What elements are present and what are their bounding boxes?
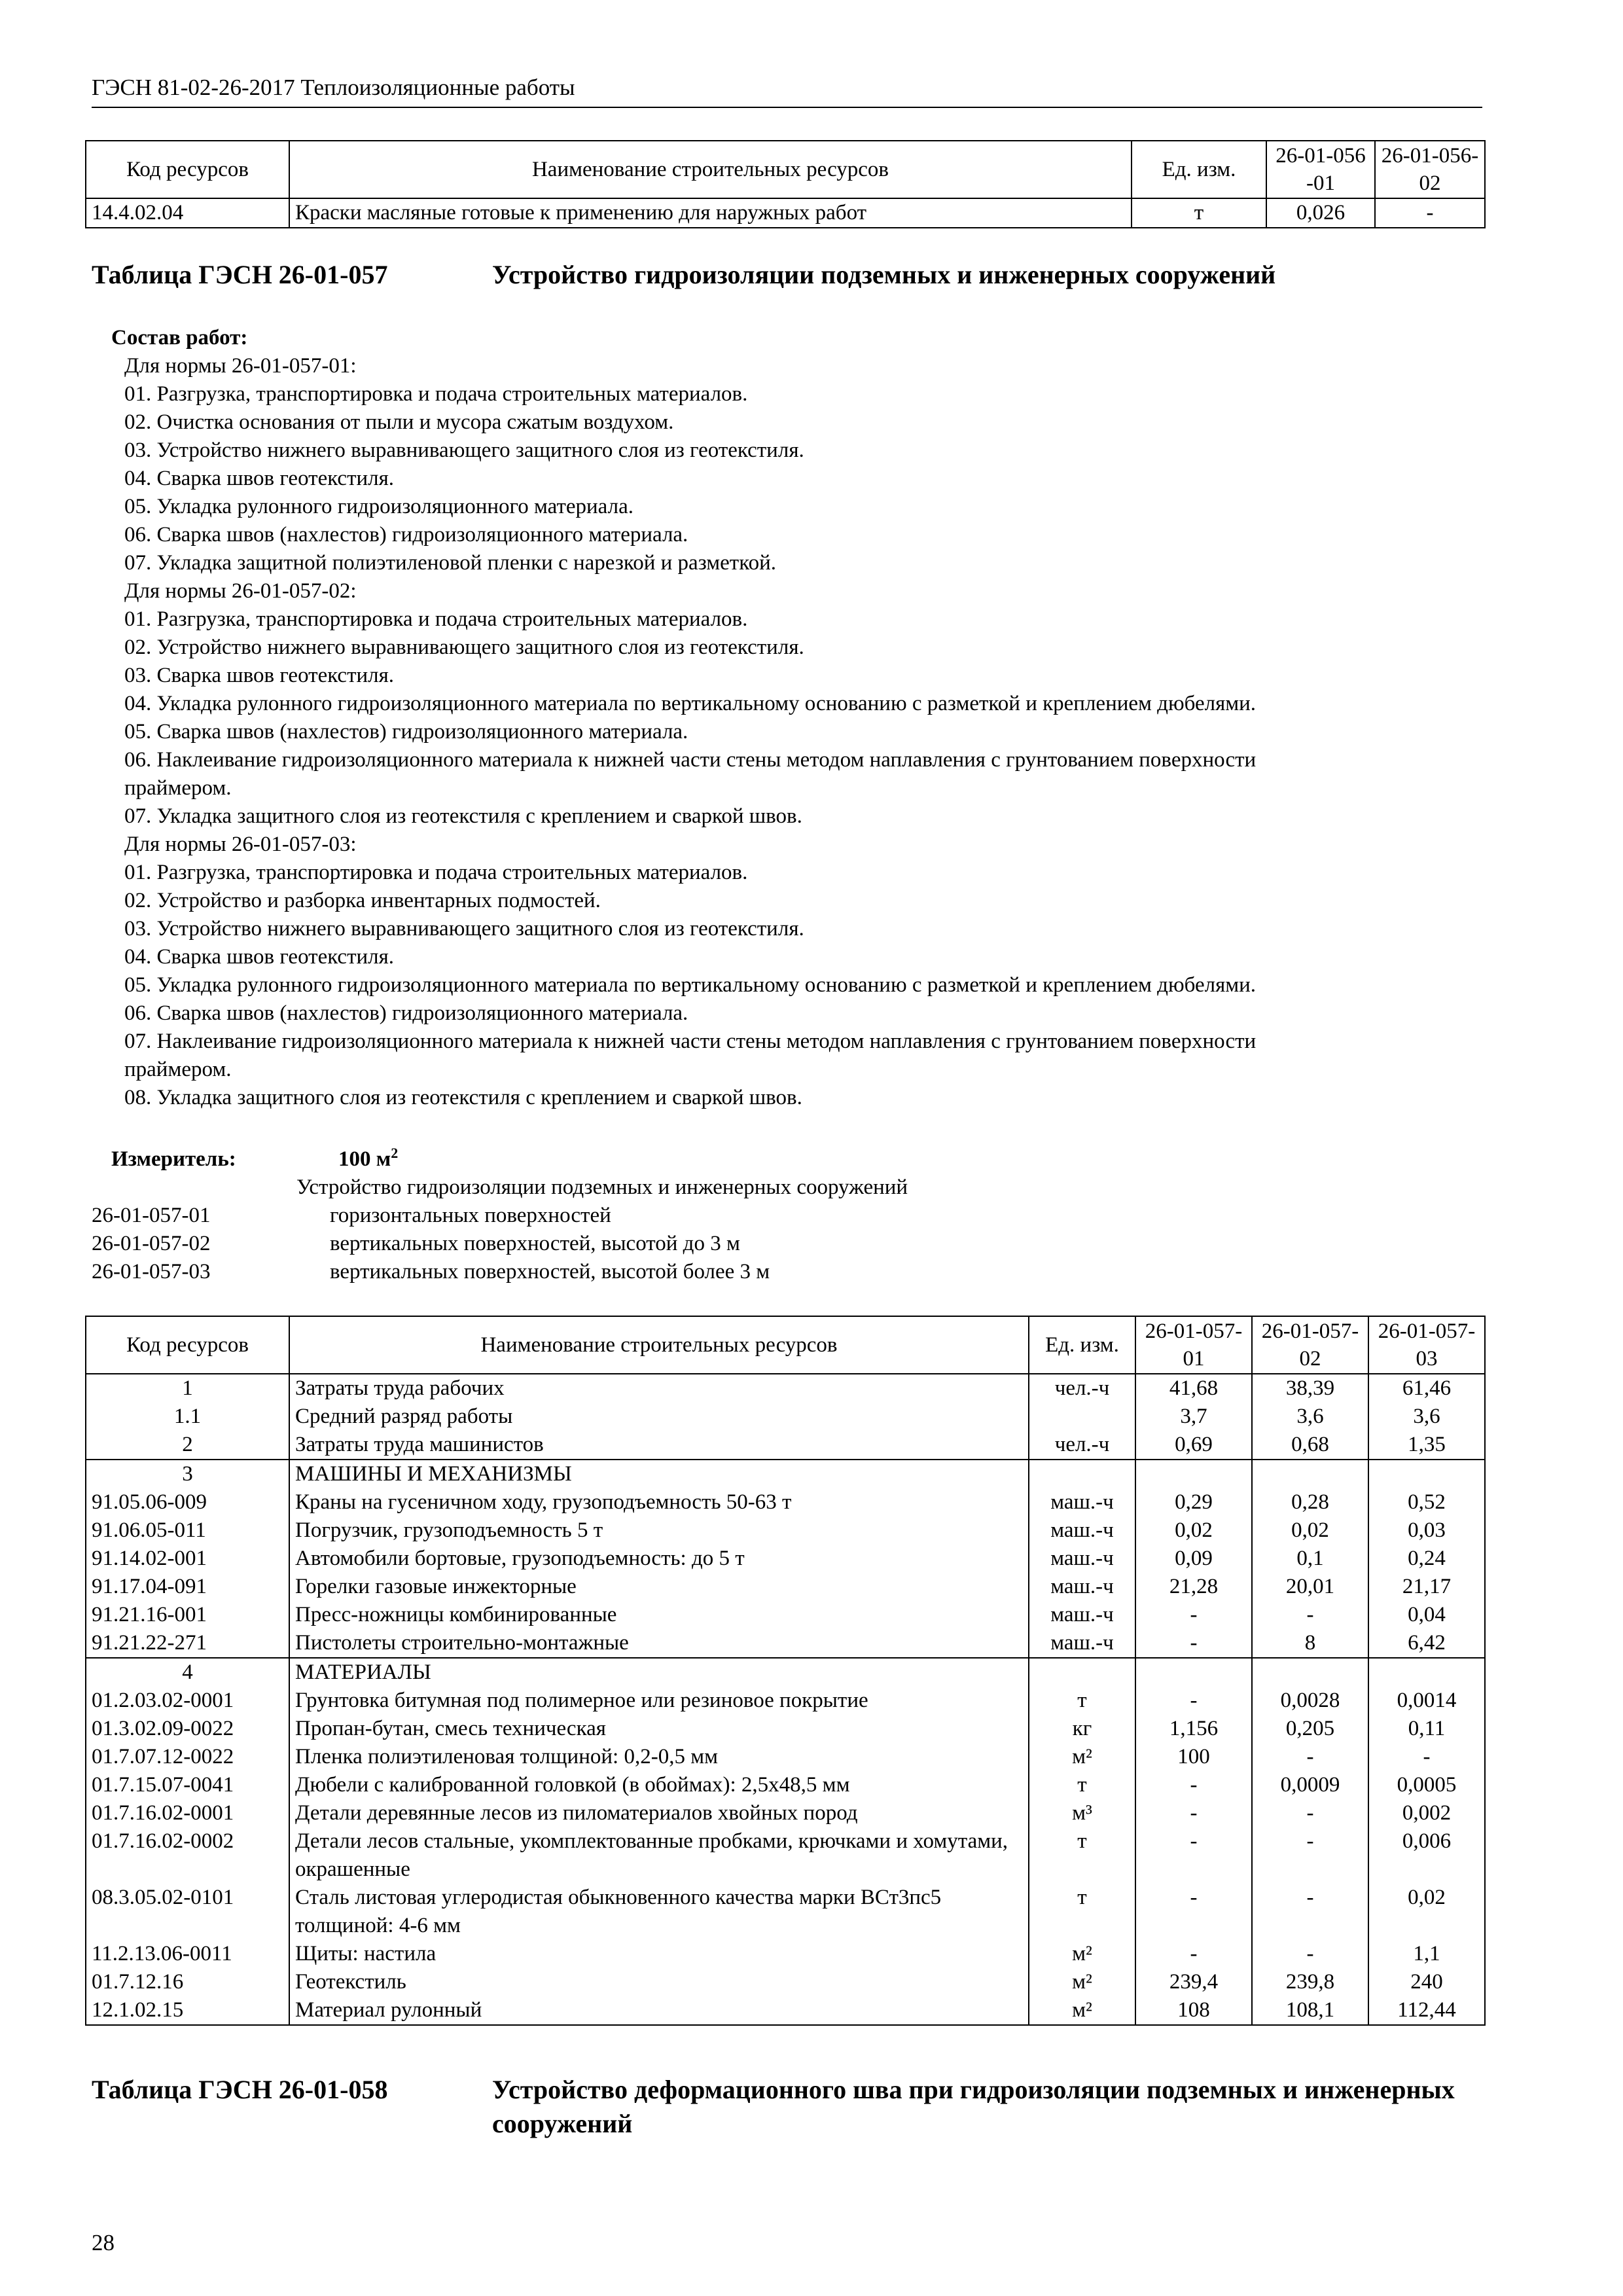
composition-line: 08. Укладка защитного слоя из геотекстиля с креплением и сваркой швов. [124,1086,802,1109]
table-row [86,1488,1485,1516]
cell-value: 0,29 [1135,1488,1252,1516]
table-row [86,1658,1485,1687]
cell-value: 0,0014 [1368,1687,1485,1715]
composition-line: 01. Разгрузка, транспортировка и подача строительных материалов. [124,861,748,884]
cell-unit: чел.-ч [1029,1431,1135,1460]
cell-code: 1 [86,1374,289,1403]
cell-value: 0,1 [1252,1545,1368,1573]
composition-line: 06. Наклеивание гидроизоляционного материала к нижней части стены методом наплавления с грунтованием поверхности [124,748,1257,772]
running-header: ГЭСН 81-02-26-2017 Теплоизоляционные работы [92,75,575,100]
header-name: Наименование строительных ресурсов [289,141,1132,198]
cell-unit: м² [1029,1996,1135,2025]
cell-unit: т [1132,198,1266,228]
cell-value: 8 [1252,1629,1368,1658]
composition-line: 07. Укладка защитного слоя из геотекстиля с креплением и сваркой швов. [124,804,802,828]
header-norm-2: 26-01-056-02 [1375,141,1485,198]
header-code: Код ресурсов [86,141,289,198]
meter-code: 26-01-057-01 [92,1204,211,1227]
cell-name: Сталь листовая углеродистая обыкновенного качества марки ВСт3пс5 толщиной: 4-6 мм [289,1884,1029,1940]
cell-name: Детали лесов стальные, укомплектованные пробками, крючками и хомутами, окрашенные [289,1827,1029,1884]
composition-line: 03. Устройство нижнего выравнивающего защитного слоя из геотекстиля. [124,439,804,462]
cell-unit: м³ [1029,1799,1135,1827]
page-number: 28 [92,2230,115,2255]
cell-value: - [1135,1601,1252,1629]
composition-line: Для нормы 26-01-057-01: [124,354,357,378]
cell-value: 0,24 [1368,1545,1485,1573]
cell-name: Краны на гусеничном ходу, грузоподъемность 50-63 т [289,1488,1029,1516]
cell-value [1252,1460,1368,1488]
cell-code: 91.06.05-011 [86,1516,289,1545]
meter-code: 26-01-057-03 [92,1260,211,1283]
table-row [86,1827,1485,1884]
composition-lines [111,352,1479,1112]
composition-line: 07. Укладка защитной полиэтиленовой пленки с нарезкой и разметкой. [124,551,776,575]
cell-unit: м² [1029,1743,1135,1771]
meter-block [92,1145,1466,1286]
meter-text: вертикальных поверхностей, высотой более 3 м [330,1260,770,1283]
table-row [86,1687,1485,1715]
cell-value: 0,69 [1135,1431,1252,1460]
cell-value: 6,42 [1368,1629,1485,1658]
composition-line: 07. Наклеивание гидроизоляционного материала к нижней части стены методом наплавления с грунтованием поверхности [124,1030,1257,1053]
cell-name: Материал рулонный [289,1996,1029,2025]
composition-line: 03. Сварка швов геотекстиля. [124,664,395,687]
table-row [86,1743,1485,1771]
composition-line: праймером. [124,776,232,800]
cell-unit: т [1029,1771,1135,1799]
cell-value: 108,1 [1252,1996,1368,2025]
cell-unit: маш.-ч [1029,1573,1135,1601]
cell-name: Дюбели с калиброванной головкой (в обоймах): 2,5х48,5 мм [289,1771,1029,1799]
cell-unit: кг [1029,1715,1135,1743]
cell-code: 01.7.16.02-0002 [86,1827,289,1884]
cell-value: 3,7 [1135,1403,1252,1431]
cell-value: 0,11 [1368,1715,1485,1743]
cell-value: 0,03 [1368,1516,1485,1545]
cell-value: - [1135,1940,1252,1968]
cell-value: - [1135,1827,1252,1884]
composition-line: Для нормы 26-01-057-02: [124,579,357,603]
cell-value [1368,1658,1485,1687]
cell-value: - [1252,1601,1368,1629]
cell-name: Средний разряд работы [289,1403,1029,1431]
cell-name: Горелки газовые инжекторные [289,1573,1029,1601]
cell-code: 91.21.16-001 [86,1601,289,1629]
cell-name: Затраты труда машинистов [289,1431,1029,1460]
cell-code: 01.7.16.02-0001 [86,1799,289,1827]
cell-value: 0,205 [1252,1715,1368,1743]
cell-value: - [1135,1771,1252,1799]
composition-title: Состав работ: [111,326,248,350]
cell-value: - [1135,1884,1252,1940]
cell-code: 91.14.02-001 [86,1545,289,1573]
cell-name: МАТЕРИАЛЫ [289,1658,1029,1687]
meter-value: 100 $м^2$ [338,1145,399,1171]
header-norm-1: 26-01-057-01 [1135,1316,1252,1374]
meter-text: вертикальных поверхностей, высотой до 3 м [330,1232,740,1255]
header-rule [92,107,1482,108]
cell-value: 1,156 [1135,1715,1252,1743]
cell-value: 0,02 [1135,1516,1252,1545]
header-unit: Ед. изм. [1132,141,1266,198]
cell-value: - [1252,1827,1368,1884]
cell-unit: маш.-ч [1029,1488,1135,1516]
cell-code: 01.7.07.12-0022 [86,1743,289,1771]
cell-value: - [1135,1629,1252,1658]
cell-code: 4 [86,1658,289,1687]
composition-line: 06. Сварка швов (нахлестов) гидроизоляционного материала. [124,523,688,547]
table-row [86,1545,1485,1573]
composition-line: 04. Укладка рулонного гидроизоляционного материала по вертикальному основанию с разметкой и креплением дюбелями. [124,692,1257,715]
header-norm-2: 26-01-057-02 [1252,1316,1368,1374]
cell-code: 2 [86,1431,289,1460]
cell-value: 0,02 [1252,1516,1368,1545]
cell-value: 41,68 [1135,1374,1252,1403]
cell-name: Краски масляные готовые к применению для наружных работ [289,198,1132,228]
cell-name: Затраты труда рабочих [289,1374,1029,1403]
cell-unit: м² [1029,1968,1135,1996]
composition-line: 02. Очистка основания от пыли и мусора сжатым воздухом. [124,410,674,434]
cell-value: 3,6 [1252,1403,1368,1431]
cell-name: Щиты: настила [289,1940,1029,1968]
composition-line: 02. Устройство нижнего выравнивающего защитного слоя из геотекстиля. [124,636,804,659]
header-norm-1: 26-01-056-01 [1266,141,1375,198]
cell-unit: т [1029,1827,1135,1884]
cell-name: Грунтовка битумная под полимерное или резиновое покрытие [289,1687,1029,1715]
cell-name: Погрузчик, грузоподъемность 5 т [289,1516,1029,1545]
cell-value: 0,0028 [1252,1687,1368,1715]
cell-value: 0,04 [1368,1601,1485,1629]
table-row [86,198,1485,228]
cell-value: 21,28 [1135,1573,1252,1601]
table-057-name: Устройство гидроизоляции подземных и инженерных сооружений [492,260,1276,289]
meter-label: Измеритель: [111,1147,236,1171]
composition-line: 05. Сварка швов (нахлестов) гидроизоляционного материала. [124,720,688,744]
cell-value: 0,02 [1368,1884,1485,1940]
table-row [86,1799,1485,1827]
cell-value: - [1252,1940,1368,1968]
cell-unit [1029,1403,1135,1431]
cell-value: 0,0009 [1252,1771,1368,1799]
cell-value: 0,026 [1266,198,1375,228]
composition-line: 03. Устройство нижнего выравнивающего защитного слоя из геотекстиля. [124,917,804,941]
cell-value: 38,39 [1252,1374,1368,1403]
cell-name: Пленка полиэтиленовая толщиной: 0,2-0,5 мм [289,1743,1029,1771]
cell-unit: м² [1029,1940,1135,1968]
cell-value: 61,46 [1368,1374,1485,1403]
cell-unit [1029,1658,1135,1687]
cell-value: 112,44 [1368,1996,1485,2025]
cell-code: 01.2.03.02-0001 [86,1687,289,1715]
cell-value: 0,68 [1252,1431,1368,1460]
cell-name: Пресс-ножницы комбинированные [289,1601,1029,1629]
cell-value: 239,8 [1252,1968,1368,1996]
composition-line: праймером. [124,1058,232,1081]
cell-value: 0,006 [1368,1827,1485,1884]
cell-value [1252,1658,1368,1687]
cell-code: 01.7.12.16 [86,1968,289,1996]
cell-value [1135,1658,1252,1687]
composition-line: Для нормы 26-01-057-03: [124,833,357,856]
cell-unit [1029,1460,1135,1488]
table-row [86,1940,1485,1968]
meter-item [92,1230,1466,1258]
meter-item [92,1258,1466,1286]
cell-value: 0,002 [1368,1799,1485,1827]
cell-unit: т [1029,1687,1135,1715]
table-row [86,1996,1485,2025]
cell-value: 0,0005 [1368,1771,1485,1799]
table-row [86,1460,1485,1488]
header-unit: Ед. изм. [1029,1316,1135,1374]
cell-value: 1,1 [1368,1940,1485,1968]
cell-code: 01.7.15.07-0041 [86,1771,289,1799]
cell-code: 3 [86,1460,289,1488]
composition-line: 06. Сварка швов (нахлестов) гидроизоляционного материала. [124,1001,688,1025]
cell-unit: чел.-ч [1029,1374,1135,1403]
cell-value [1368,1460,1485,1488]
cell-value: - [1252,1743,1368,1771]
cell-value: 3,6 [1368,1403,1485,1431]
cell-name: Автомобили бортовые, грузоподъемность: до 5 т [289,1545,1029,1573]
table-row [86,1715,1485,1743]
cell-code: 1.1 [86,1403,289,1431]
table-row [86,1516,1485,1545]
composition-line: 01. Разгрузка, транспортировка и подача строительных материалов. [124,382,748,406]
cell-value: - [1252,1884,1368,1940]
cell-value: 0,09 [1135,1545,1252,1573]
cell-value: - [1252,1799,1368,1827]
cell-value: - [1135,1687,1252,1715]
cell-unit: т [1029,1884,1135,1940]
cell-value: 239,4 [1135,1968,1252,1996]
cell-code: 91.17.04-091 [86,1573,289,1601]
table-row [86,1771,1485,1799]
meter-description: Устройство гидроизоляции подземных и инженерных сооружений [296,1175,908,1199]
cell-value: - [1368,1743,1485,1771]
cell-name: Детали деревянные лесов из пиломатериалов хвойных пород [289,1799,1029,1827]
cell-unit: маш.-ч [1029,1516,1135,1545]
cell-unit: маш.-ч [1029,1601,1135,1629]
cell-value: 100 [1135,1743,1252,1771]
top-resource-table [85,140,1486,228]
cell-name: Пистолеты строительно-монтажные [289,1629,1029,1658]
table-row [86,1403,1485,1431]
cell-value: - [1135,1799,1252,1827]
header-norm-3: 26-01-057-03 [1368,1316,1485,1374]
header-name: Наименование строительных ресурсов [289,1316,1029,1374]
composition-line: 04. Сварка швов геотекстиля. [124,467,395,490]
cell-code: 12.1.02.15 [86,1996,289,2025]
cell-name: Геотекстиль [289,1968,1029,1996]
cell-value: 108 [1135,1996,1252,2025]
composition-line: 05. Укладка рулонного гидроизоляционного материала. [124,495,633,518]
table-row [86,1968,1485,1996]
cell-value: 0,28 [1252,1488,1368,1516]
composition-line: 05. Укладка рулонного гидроизоляционного материала по вертикальному основанию с разметкой и креплением дюбелями. [124,973,1257,997]
cell-value [1135,1460,1252,1488]
cell-code: 91.05.06-009 [86,1488,289,1516]
cell-value: 21,17 [1368,1573,1485,1601]
cell-unit: маш.-ч [1029,1545,1135,1573]
cell-code: 01.3.02.09-0022 [86,1715,289,1743]
cell-value: - [1375,198,1485,228]
cell-value: 1,35 [1368,1431,1485,1460]
table-058-title: Таблица ГЭСН 26-01-058 [92,2075,388,2104]
cell-code: 91.21.22-271 [86,1629,289,1658]
table-row [86,1884,1485,1940]
table-row [86,1601,1485,1629]
table-row [86,1629,1485,1658]
table-row [86,1431,1485,1460]
cell-code: 08.3.05.02-0101 [86,1884,289,1940]
composition-line: 04. Сварка швов геотекстиля. [124,945,395,969]
meter-item [92,1202,1466,1230]
table-058-name: Устройство деформационного шва при гидроизоляции подземных и инженерных сооружений [492,2075,1455,2138]
work-composition [111,324,1479,1112]
cell-unit: маш.-ч [1029,1629,1135,1658]
cell-value: 20,01 [1252,1573,1368,1601]
table-row [86,1374,1485,1403]
cell-code: 14.4.02.04 [86,198,289,228]
cell-code: 11.2.13.06-0011 [86,1940,289,1968]
composition-line: 01. Разгрузка, транспортировка и подача строительных материалов. [124,607,748,631]
cell-name: Пропан-бутан, смесь техническая [289,1715,1029,1743]
table-057-title: Таблица ГЭСН 26-01-057 [92,260,388,289]
main-resource-table [85,1316,1486,2026]
cell-name: МАШИНЫ И МЕХАНИЗМЫ [289,1460,1029,1488]
composition-line: 02. Устройство и разборка инвентарных подмостей. [124,889,601,912]
meter-code: 26-01-057-02 [92,1232,211,1255]
cell-value: 0,52 [1368,1488,1485,1516]
meter-text: горизонтальных поверхностей [330,1204,611,1227]
header-code: Код ресурсов [86,1316,289,1374]
cell-value: 240 [1368,1968,1485,1996]
table-row [86,1573,1485,1601]
